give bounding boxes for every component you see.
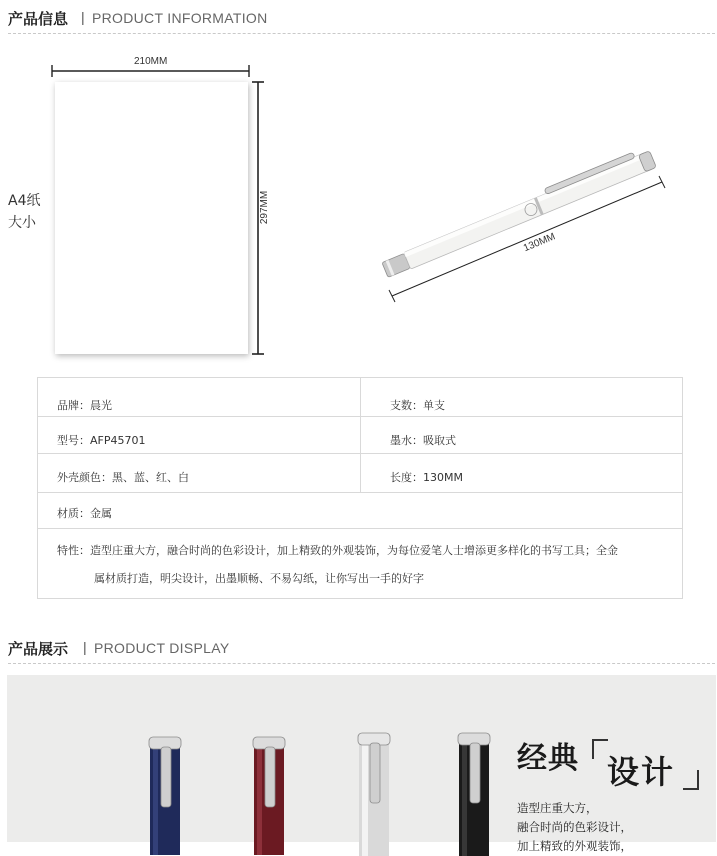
- bracket-right: [683, 770, 699, 790]
- banner-desc-line3: 加上精致的外观装饰，: [517, 839, 632, 853]
- banner-description: [517, 799, 632, 856]
- a4-height-label: 297MM: [259, 190, 271, 225]
- features-line1: 特性：造型庄重大方，融合时尚的色彩设计，加上精致的外观装饰，为每位爱笔人士增添更多样化的书写工具；全金: [57, 544, 618, 557]
- dashed-divider: [8, 663, 715, 664]
- spec-length: 长度：130MM: [390, 471, 463, 484]
- a4-width-label: 210MM: [134, 56, 168, 67]
- spec-brand: 品牌：晨光: [57, 399, 112, 412]
- product-display-header: [8, 638, 715, 664]
- spec-material: 材质：金属: [57, 507, 112, 520]
- pen-caps-photo: [7, 675, 507, 842]
- section-separator: |: [83, 639, 87, 655]
- bracket-left: [592, 739, 608, 759]
- section-separator: |: [81, 9, 85, 25]
- spec-table: [37, 377, 683, 599]
- spec-ink: 墨水：吸取式: [390, 434, 456, 447]
- banner-title-emphasis: 设计: [607, 753, 676, 791]
- table-divider: [38, 492, 682, 493]
- spec-colors: 外壳颜色：黑、蓝、红、白: [57, 471, 189, 484]
- features-line2: 属材质打造，明尖设计，出墨顺畅、不易勾纸，让你写出一手的好字: [94, 572, 424, 585]
- product-display-banner: [7, 675, 716, 853]
- a4-label-line1: A4纸: [8, 193, 41, 209]
- spec-count: 支数：单支: [390, 399, 445, 412]
- section-title-en: PRODUCT INFORMATION: [92, 10, 268, 26]
- banner-title: 经典: [517, 741, 579, 776]
- pen-length-label: 130MM: [522, 231, 558, 255]
- table-column-divider: [360, 378, 361, 492]
- banner-desc-line1: 造型庄重大方，: [517, 801, 598, 815]
- pen-illustration: [0, 0, 717, 380]
- section-title-cn: 产品信息: [8, 10, 69, 28]
- section-title-en: PRODUCT DISPLAY: [94, 640, 230, 656]
- table-divider: [38, 528, 682, 529]
- spec-features: [57, 537, 667, 593]
- banner-desc-line2: 融合时尚的色彩设计，: [517, 820, 632, 834]
- a4-label-line2: 大小: [8, 215, 36, 231]
- section-title-cn: 产品展示: [8, 640, 69, 658]
- spec-model: 型号：AFP45701: [57, 434, 146, 447]
